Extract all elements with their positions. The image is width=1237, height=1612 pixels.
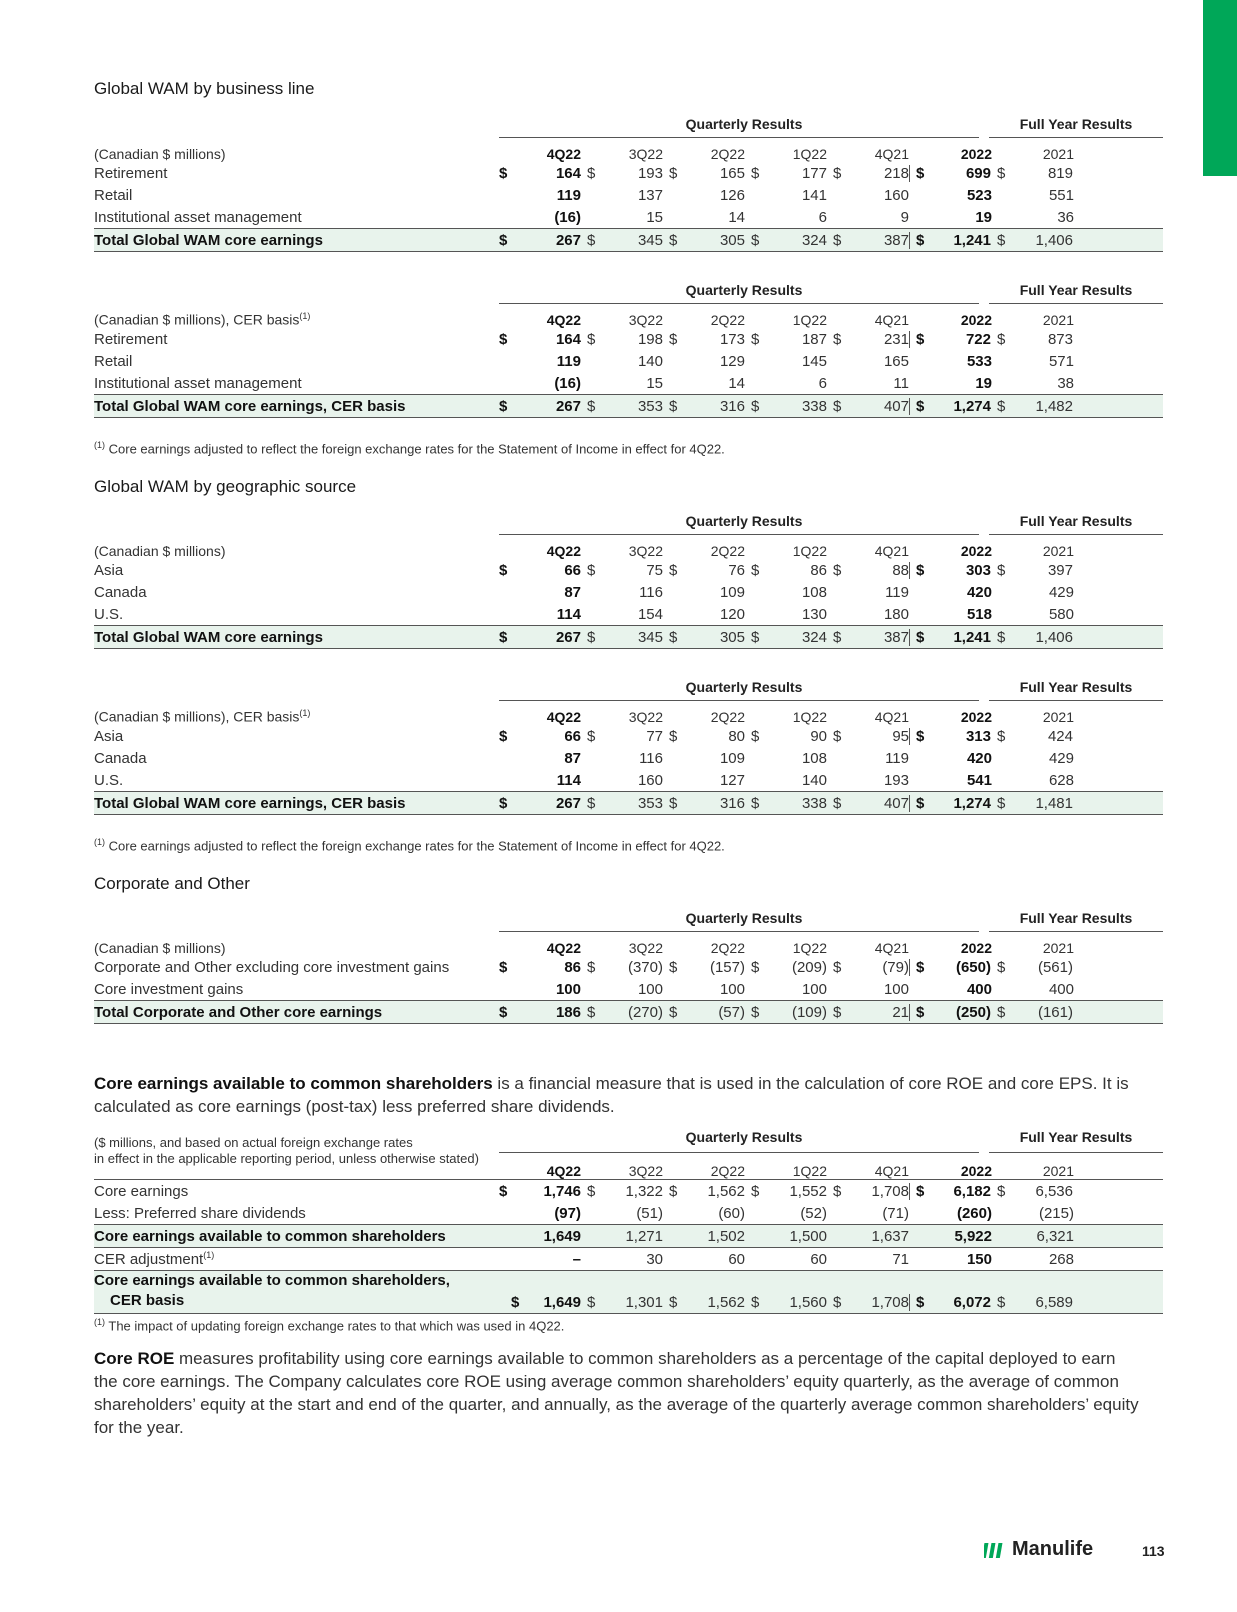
table-row: Corporate and Other excluding core investment gains $ 86 $ (370) $ (157) $ (209) $ (79) $ (650) $ (561) bbox=[94, 958, 1073, 976]
quarterly-results-header: Quarterly Results bbox=[685, 116, 803, 132]
full-year-results-header: Full Year Results bbox=[1019, 116, 1133, 132]
section-title-corporate: Corporate and Other bbox=[94, 874, 250, 893]
paragraph-core-earnings: Core earnings available to common shareholders is a financial measure that is used in the calculation of core ROE and core EPS. It is calculated as core earnings (post-tax) less preferred share dividends. bbox=[94, 1074, 1129, 1116]
table-row: Institutional asset management (16) 15 14 6 9 19 36 bbox=[94, 208, 1074, 226]
manulife-logo: Manulife bbox=[984, 1538, 1093, 1561]
section-tab-marker bbox=[1203, 0, 1237, 176]
page-number: 113 bbox=[1142, 1543, 1165, 1559]
table-core-earnings-common: Quarterly Results Full Year Results ($ millions, and based on actual foreign exchange rates in effect in the applicable reporting period, unless otherwise stated) 4Q22 3Q22 2Q22 1Q22 4Q21 2022 2021 Core earnings $ 1,746 $ 1,322 $ 1,562 $ 1,552 $ 1,708 $ 6,182 $ 6,536 Less: Preferred share dividends (97) (51) (60) (52) (71) (260) (215) Core earnings available to common shareholders 1,649 1,271 1,502 1,500 1,637 5,922 6,321 CER adjustment$^{(1)}$ – 30 60 60 71 150 268 Core earnings available to common shareholders, CER basis $ 1,649 $ 1,301 $ 1,562 $ 1,560 $ 1,708 $ 6,072 $ 6,589 bbox=[94, 1131, 1163, 1314]
table-wam-business-cer: Quarterly Results Full Year Results (Canadian $ millions), CER basis$^{(1)}$ 4Q22 3Q22 2Q22 1Q22 4Q21 2022 2021 Retirement $ 164 $ 198 $ 173 $ 187 $ 231 $ 722 $ 873 Retail 119 140 129 145 165 533 571 Institutional asset management (16) 15 14 6 11 19 38 Total Global WAM core earnings, CER basis $ 267 $ 353 $ 316 $ 338 $ 407 $ 1,274 $ 1,482 bbox=[94, 280, 1163, 418]
total-row: Total Global WAM core earnings, CER basis $ 267 $ 353 $ 316 $ 338 $ 407 $ 1,274 $ 1,481 bbox=[94, 791, 1163, 815]
total-row: Total Global WAM core earnings, CER basis $ 267 $ 353 $ 316 $ 338 $ 407 $ 1,274 $ 1,482 bbox=[94, 394, 1163, 418]
table-corporate: Quarterly Results Full Year Results (Canadian $ millions) 4Q22 3Q22 2Q22 1Q22 4Q21 2022 2021 Corporate and Other excluding core investment gains $ 86 $ (370) $ (157) $ (209) $ (79) $ (650) $ (561) Core investment gains 100 100 100 100 100 400 400 Total Corporate and Other core earnings $ 186 $ (270) $ (57) $ (109) $ 21 $ (250) $ (161) bbox=[94, 908, 1163, 1024]
section-title-wam-geo: Global WAM by geographic source bbox=[94, 477, 357, 496]
total-row: Total Global WAM core earnings $ 267 $ 345 $ 305 $ 324 $ 387 $ 1,241 $ 1,406 bbox=[94, 228, 1163, 252]
subtotal-row: Core earnings available to common shareholders 1,649 1,271 1,502 1,500 1,637 5,922 6,321 bbox=[94, 1224, 1163, 1248]
table-row: Retail 119 137 126 141 160 523 551 bbox=[94, 186, 1074, 204]
table-row: Asia $ 66 $ 75 $ 76 $ 86 $ 88 $ 303 $ 397 bbox=[94, 561, 1073, 579]
table-row: Canada 87 116 109 108 119 420 429 bbox=[94, 749, 1074, 767]
table-row: Less: Preferred share dividends (97) (51) (60) (52) (71) (260) (215) bbox=[94, 1204, 1074, 1222]
table-row: Institutional asset management (16) 15 14 6 11 19 38 bbox=[94, 374, 1074, 392]
table-row: Retail 119 140 129 145 165 533 571 bbox=[94, 352, 1074, 370]
table-wam-business bbox=[94, 114, 1163, 252]
section-title-wam-business: Global WAM by business line bbox=[94, 79, 315, 98]
table-row: U.S. 114 160 127 140 193 541 628 bbox=[94, 771, 1074, 789]
table-row: Core investment gains 100 100 100 100 100 400 400 bbox=[94, 980, 1074, 998]
table-row: Retirement $ 164 $ 193 $ 165 $ 177 $ 218 $ 699 $ 819 bbox=[94, 164, 1073, 182]
column-header-row: (Canadian $ millions) 4Q22 3Q22 2Q22 1Q22 4Q21 2022 2021 bbox=[94, 146, 1074, 162]
table-wam-geo: Quarterly Results Full Year Results (Canadian $ millions) 4Q22 3Q22 2Q22 1Q22 4Q21 2022 2021 Asia $ 66 $ 75 $ 76 $ 86 $ 88 $ 303 $ 397 Canada 87 116 109 108 119 420 429 U.S. 114 154 120 130 180 518 580 Total Global WAM core earnings $ 267 $ 345 $ 305 $ 324 $ 387 $ 1,241 $ 1,406 bbox=[94, 511, 1163, 649]
footnote: $^{(1)}$ Core earnings adjusted to reflect the foreign exchange rates for the Statement of Income in effect for 4Q22. bbox=[94, 440, 725, 457]
table-row: U.S. 114 154 120 130 180 518 580 bbox=[94, 605, 1074, 623]
table-row: Retirement $ 164 $ 198 $ 173 $ 187 $ 231 $ 722 $ 873 bbox=[94, 330, 1073, 348]
table-row: Core earnings $ 1,746 $ 1,322 $ 1,562 $ 1,552 $ 1,708 $ 6,182 $ 6,536 bbox=[94, 1179, 1163, 1202]
paragraph-core-roe: Core ROE measures profitability using core earnings available to common shareholders as a percentage of the capital deployed to earn the core earnings. The Company calculates core ROE using average common shareholders’ equity quarterly, as the average of common shareholders’ equity at the start and end of the quarter, and annually, as the average of the quarterly average common shareholders’ equity for the year. bbox=[94, 1349, 1139, 1437]
total-row: Total Global WAM core earnings $ 267 $ 345 $ 305 $ 324 $ 387 $ 1,241 $ 1,406 bbox=[94, 625, 1163, 649]
footnote: $^{(1)}$ Core earnings adjusted to reflect the foreign exchange rates for the Statement of Income in effect for 4Q22. bbox=[94, 837, 725, 854]
total-row: Total Corporate and Other core earnings $ 186 $ (270) $ (57) $ (109) $ 21 $ (250) $ (161) bbox=[94, 1000, 1163, 1024]
total-row: Core earnings available to common shareholders, CER basis $ 1,649 $ 1,301 $ 1,562 $ 1,560 $ 1,708 $ 6,072 $ 6,589 bbox=[94, 1270, 1163, 1314]
footnote: $^{(1)}$ The impact of updating foreign exchange rates to that which was used in 4Q22. bbox=[94, 1317, 565, 1334]
table-row: Asia $ 66 $ 77 $ 80 $ 90 $ 95 $ 313 $ 424 bbox=[94, 727, 1073, 745]
unit-label: (Canadian $ millions) bbox=[94, 146, 226, 162]
table-row: Canada 87 116 109 108 119 420 429 bbox=[94, 583, 1074, 601]
table-wam-geo-cer: Quarterly Results Full Year Results (Canadian $ millions), CER basis$^{(1)}$ 4Q22 3Q22 2Q22 1Q22 4Q21 2022 2021 Asia $ 66 $ 77 $ 80 $ 90 $ 95 $ 313 $ 424 Canada 87 116 109 108 119 420 429 U.S. 114 160 127 140 193 541 628 Total Global WAM core earnings, CER basis $ 267 $ 353 $ 316 $ 338 $ 407 $ 1,274 $ 1,481 bbox=[94, 677, 1163, 815]
table-row: CER adjustment$^{(1)}$ – 30 60 60 71 150 268 bbox=[94, 1250, 1074, 1268]
manulife-logo-icon bbox=[984, 1540, 1004, 1560]
